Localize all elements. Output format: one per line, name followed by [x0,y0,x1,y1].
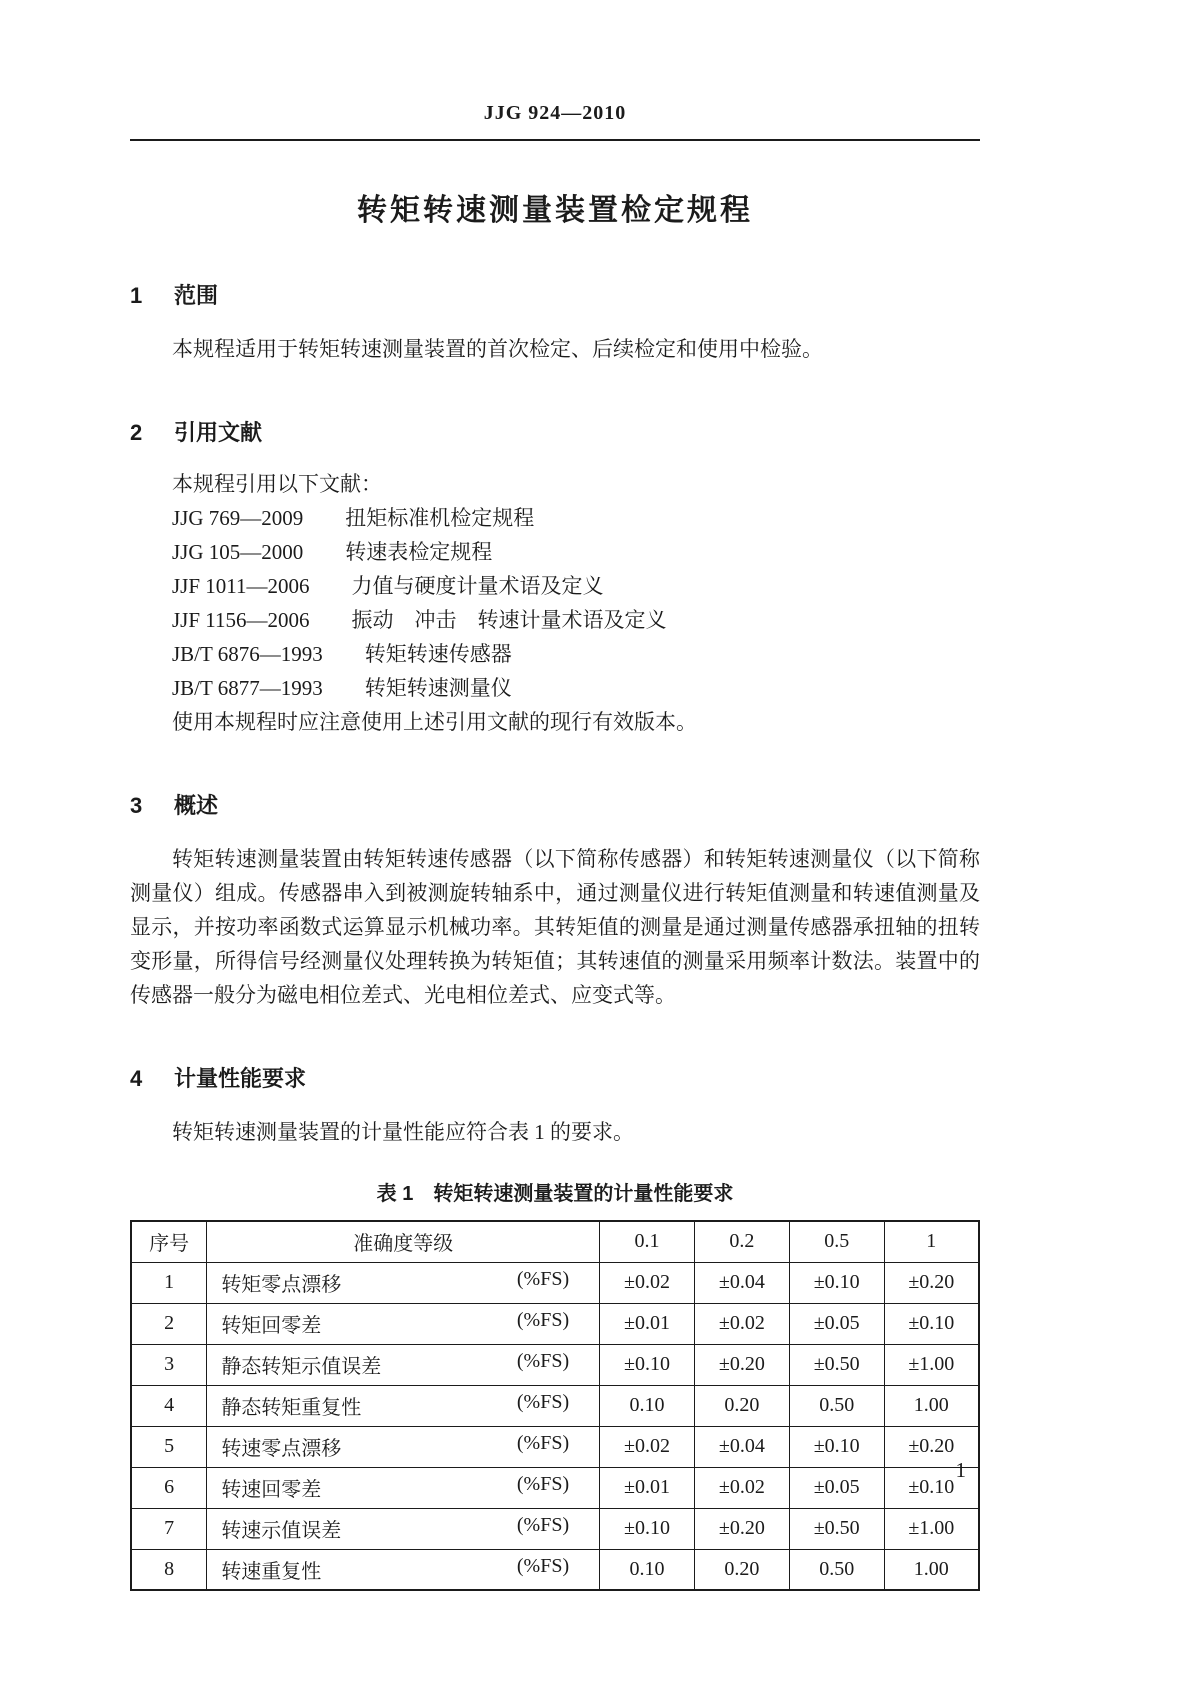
section-1-heading [130,279,980,310]
cell-name [207,1385,600,1426]
reference-item: JJG 769—2009 扭矩标准机检定规程 [172,506,535,530]
cell-name [207,1262,600,1303]
row-unit: (%FS) [516,1432,570,1454]
row-unit: (%FS) [516,1268,570,1290]
cell-value: 1.00 [884,1549,979,1590]
cell-value: ±0.05 [789,1303,884,1344]
section-1-number: 1 [130,283,143,308]
section-2-title: 引用文献 [174,420,263,445]
cell-value: ±0.10 [884,1303,979,1344]
section-4-heading [130,1062,980,1093]
reference-item: JB/T 6877—1993 转矩转速测量仪 [172,676,512,700]
cell-no: 8 [131,1549,207,1590]
cell-value: 0.20 [694,1549,789,1590]
cell-value: ±0.04 [694,1426,789,1467]
row-unit: (%FS) [516,1473,570,1495]
col-header-grade-02: 0.2 [694,1221,789,1262]
cell-value: ±0.01 [600,1467,695,1508]
row-unit: (%FS) [516,1309,570,1331]
cell-value: ±0.20 [884,1426,979,1467]
page-number: 1 [955,1458,966,1482]
reference-item: JJF 1011—2006 力值与硬度计量术语及定义 [172,574,604,598]
section-2-number: 2 [130,420,143,445]
cell-no: 6 [131,1467,207,1508]
cell-name [207,1426,600,1467]
row-name: 静态转矩示值误差 [221,1356,382,1378]
table-row [131,1508,979,1549]
col-header-grade: 准确度等级 [207,1221,600,1262]
reference-item: JJG 105—2000 转速表检定规程 [172,540,493,564]
cell-value: ±0.05 [789,1467,884,1508]
section-3-heading [130,789,980,820]
reference-item: JB/T 6876—1993 转矩转速传感器 [172,642,512,666]
cell-value: ±0.10 [789,1426,884,1467]
section-1-paragraph: 本规程适用于转矩转速测量装置的首次检定、后续检定和使用中检验。 [172,337,823,361]
row-name: 转矩零点漂移 [221,1274,342,1296]
reference-intro: 本规程引用以下文献： [172,472,382,496]
table-row [131,1303,979,1344]
cell-value: ±0.10 [600,1508,695,1549]
row-unit: (%FS) [516,1514,570,1536]
col-header-grade-05: 0.5 [789,1221,884,1262]
cell-no: 7 [131,1508,207,1549]
table-row [131,1426,979,1467]
row-name: 转速零点漂移 [221,1438,342,1460]
cell-no: 3 [131,1344,207,1385]
col-header-no: 序号 [131,1221,207,1262]
cell-value: 1.00 [884,1385,979,1426]
reference-outro: 使用本规程时应注意使用上述引用文献的现行有效版本。 [172,710,697,734]
reference-list [130,467,980,739]
section-3-paragraph: 转矩转速测量装置由转矩转速传感器（以下简称传感器）和转矩转速测量仪（以下简称测量仪）组成。传感器串入到被测旋转轴系中，通过测量仪进行转矩值测量和转速值测量及显示，并按功率函数式运算显示机械功率。其转矩值的测量是通过测量传感器承扭轴的扭转变形量，所得信号经测量仪处理转换为转矩值；其转速值的测量采用频率计数法。装置中的传感器一般分为磁电相位差式、光电相位差式、应变式等。 [130,847,980,1007]
cell-value: ±0.02 [694,1467,789,1508]
table-row [131,1549,979,1590]
table-caption: 表 1 转矩转速测量装置的计量性能要求 [376,1183,734,1205]
document-code-header: JJG 924—2010 [130,0,980,141]
section-4-number: 4 [130,1066,143,1091]
section-3-number: 3 [130,793,143,818]
reference-item: JJF 1156—2006 振动 冲击 转速计量术语及定义 [172,608,667,632]
cell-value: 0.50 [789,1385,884,1426]
row-name: 转矩回零差 [221,1315,322,1337]
cell-name [207,1508,600,1549]
row-name: 转速回零差 [221,1479,322,1501]
cell-name [207,1549,600,1590]
col-header-grade-1: 1 [884,1221,979,1262]
row-unit: (%FS) [516,1391,570,1413]
cell-value: ±0.20 [694,1508,789,1549]
row-unit: (%FS) [516,1350,570,1372]
page-content [130,0,980,1591]
cell-name [207,1467,600,1508]
performance-table [130,1220,980,1591]
section-1-title: 范围 [174,283,219,308]
row-name: 静态转矩重复性 [221,1397,362,1419]
cell-value: ±0.02 [694,1303,789,1344]
cell-value: 0.10 [600,1385,695,1426]
row-name: 转速重复性 [221,1560,322,1583]
cell-name [207,1344,600,1385]
section-2-heading [130,416,980,447]
cell-value: ±0.10 [789,1262,884,1303]
cell-value: ±0.01 [600,1303,695,1344]
row-unit: (%FS) [516,1554,570,1577]
cell-value: 0.10 [600,1549,695,1590]
cell-value: 0.20 [694,1385,789,1426]
table-row [131,1262,979,1303]
cell-no: 2 [131,1303,207,1344]
cell-value: ±0.02 [600,1262,695,1303]
cell-value: ±0.02 [600,1426,695,1467]
cell-value: ±0.10 [600,1344,695,1385]
table-header-row [131,1221,979,1262]
cell-value: ±0.50 [789,1344,884,1385]
section-3-title: 概述 [174,793,219,818]
cell-value: ±0.20 [884,1262,979,1303]
cell-value: ±1.00 [884,1508,979,1549]
cell-no: 4 [131,1385,207,1426]
cell-no: 1 [131,1262,207,1303]
section-4-paragraph: 转矩转速测量装置的计量性能应符合表 1 的要求。 [172,1120,634,1144]
cell-value: 0.50 [789,1549,884,1590]
cell-value: ±1.00 [884,1344,979,1385]
cell-name [207,1303,600,1344]
cell-value: ±0.04 [694,1262,789,1303]
table-row [131,1467,979,1508]
section-4-title: 计量性能要求 [174,1066,307,1091]
cell-value: ±0.20 [694,1344,789,1385]
cell-no: 5 [131,1426,207,1467]
table-row [131,1344,979,1385]
table-row [131,1385,979,1426]
row-name: 转速示值误差 [221,1520,342,1542]
col-header-grade-01: 0.1 [600,1221,695,1262]
document-title: 转矩转速测量装置检定规程 [357,194,753,227]
cell-value: ±0.50 [789,1508,884,1549]
cell-value: ±0.10 [884,1467,979,1508]
